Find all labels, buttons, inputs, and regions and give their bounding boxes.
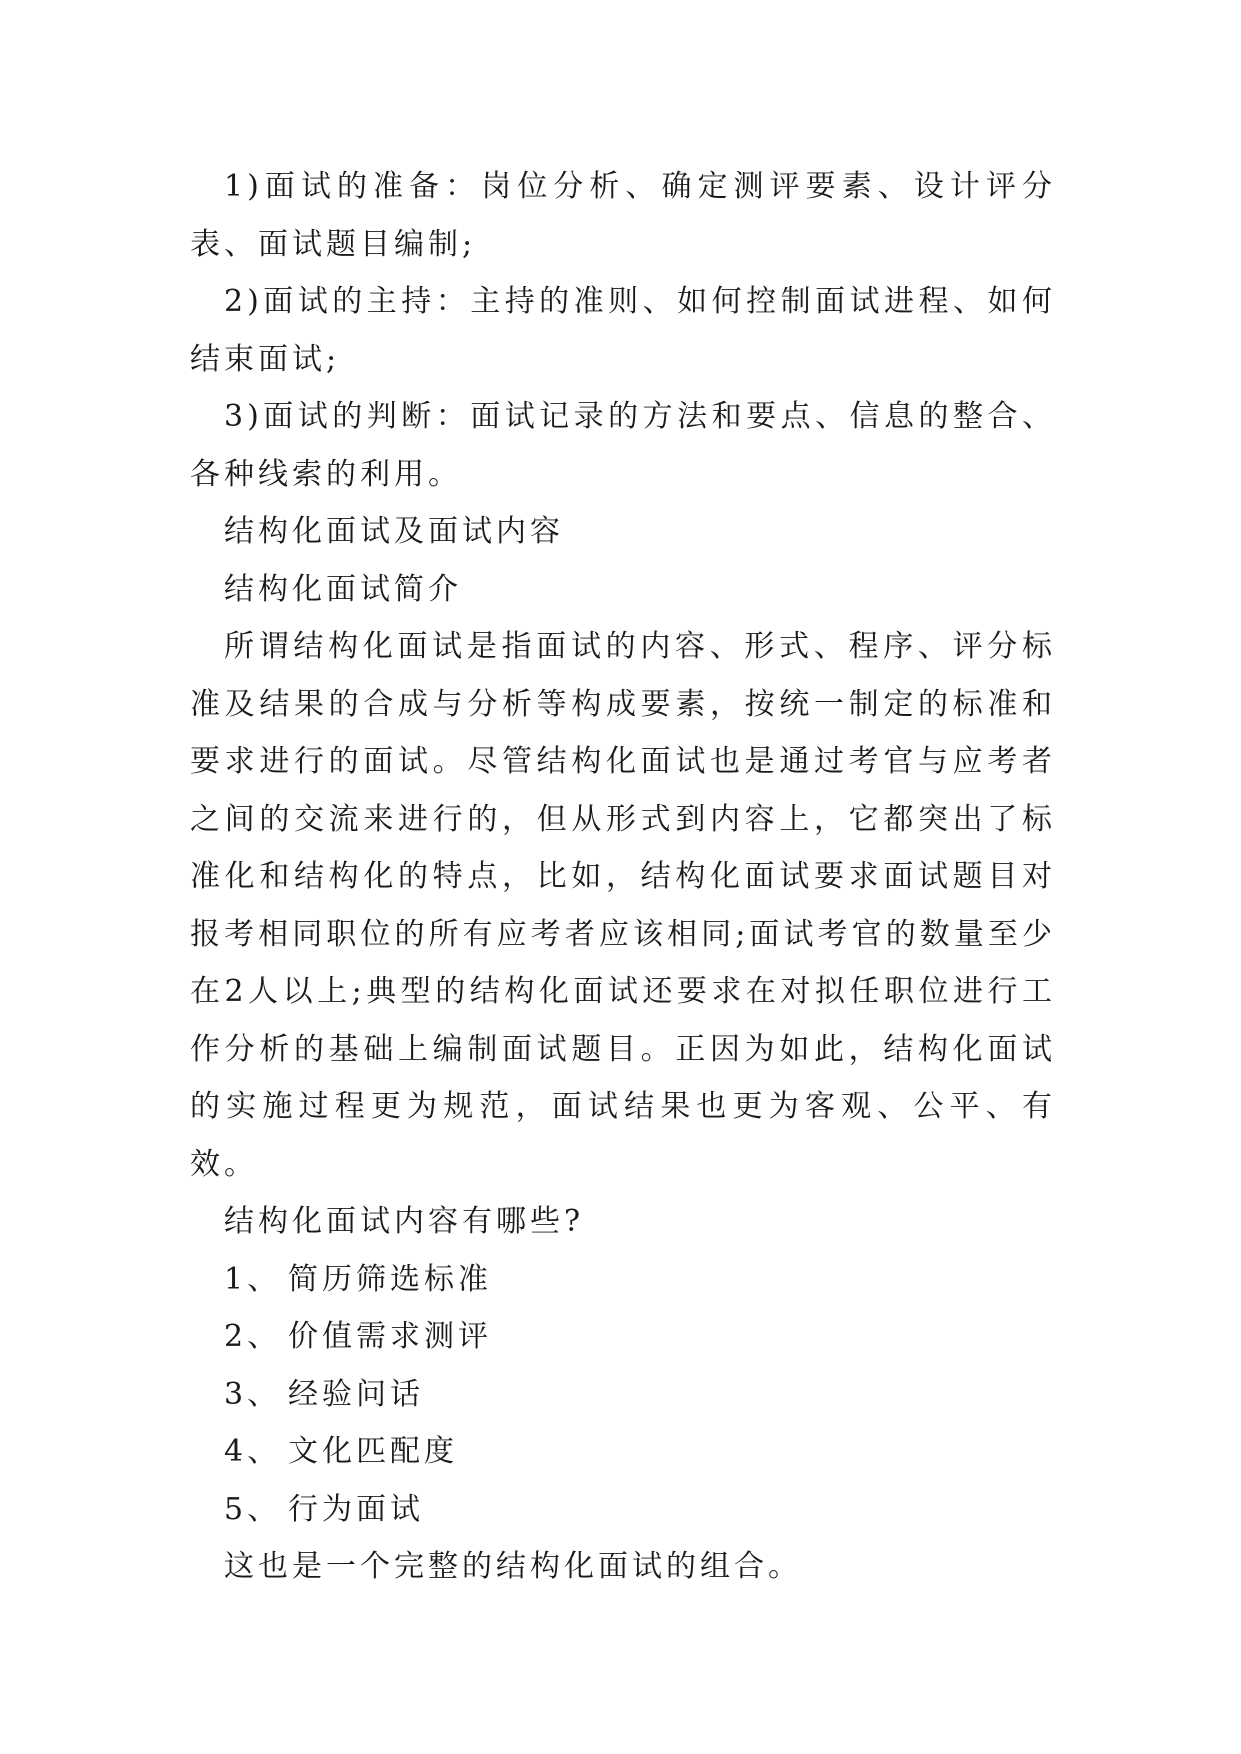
document-body <box>190 158 1056 1596</box>
section-heading: 结构化面试及面试内容 <box>224 514 564 549</box>
list-item-number: 5、 <box>224 1491 282 1527</box>
list-item-text: 简历筛选标准 <box>288 1261 492 1297</box>
list-item-text: 价值需求测评 <box>288 1319 492 1354</box>
list-item-number: 3、 <box>224 1376 282 1412</box>
paragraph-interview-preparation: 1)面试的准备：岗位分析、确定测评要素、设计评分表、面试题目编制; <box>190 169 1056 262</box>
list-item <box>190 1251 1056 1309</box>
paragraph-interview-judgment: 3)面试的判断：面试记录的方法和要点、信息的整合、各种线索的利用。 <box>190 399 1056 492</box>
list-heading: 结构化面试内容有哪些? <box>224 1204 585 1239</box>
closing-paragraph: 这也是一个完整的结构化面试的组合。 <box>224 1549 802 1584</box>
paragraph-interview-hosting: 2)面试的主持：主持的准则、如何控制面试进程、如何结束面试; <box>190 284 1056 377</box>
list-item-number: 1、 <box>224 1261 282 1297</box>
list-item-text: 文化匹配度 <box>288 1434 458 1469</box>
list-item <box>190 1423 1056 1481</box>
subsection-heading: 结构化面试简介 <box>224 571 462 607</box>
list-item-text: 经验问话 <box>288 1376 424 1412</box>
list-item-text: 行为面试 <box>288 1491 424 1527</box>
list-item <box>190 1366 1056 1424</box>
list-item-number: 4、 <box>224 1434 282 1469</box>
list-item <box>190 1308 1056 1366</box>
list-item <box>190 1481 1056 1539</box>
paragraph-structured-interview-intro: 所谓结构化面试是指面试的内容、形式、程序、评分标准及结果的合成与分析等构成要素，按统一制定的标准和要求进行的面试。尽管结构化面试也是通过考官与应考者之间的交流来进行的，但从形式到内容上，它都突出了标准化和结构化的特点，比如，结构化面试要求面试题目对报考相同职位的所有应考者应该相同;面试考官的数量至少在2人以上;典型的结构化面试还要求在对拟任职位进行工作分析的基础上编制面试题目。正因为如此，结构化面试的实施过程更为规范，面试结果也更为客观、公平、有效。 <box>190 629 1056 1182</box>
list-item-number: 2、 <box>224 1319 282 1354</box>
